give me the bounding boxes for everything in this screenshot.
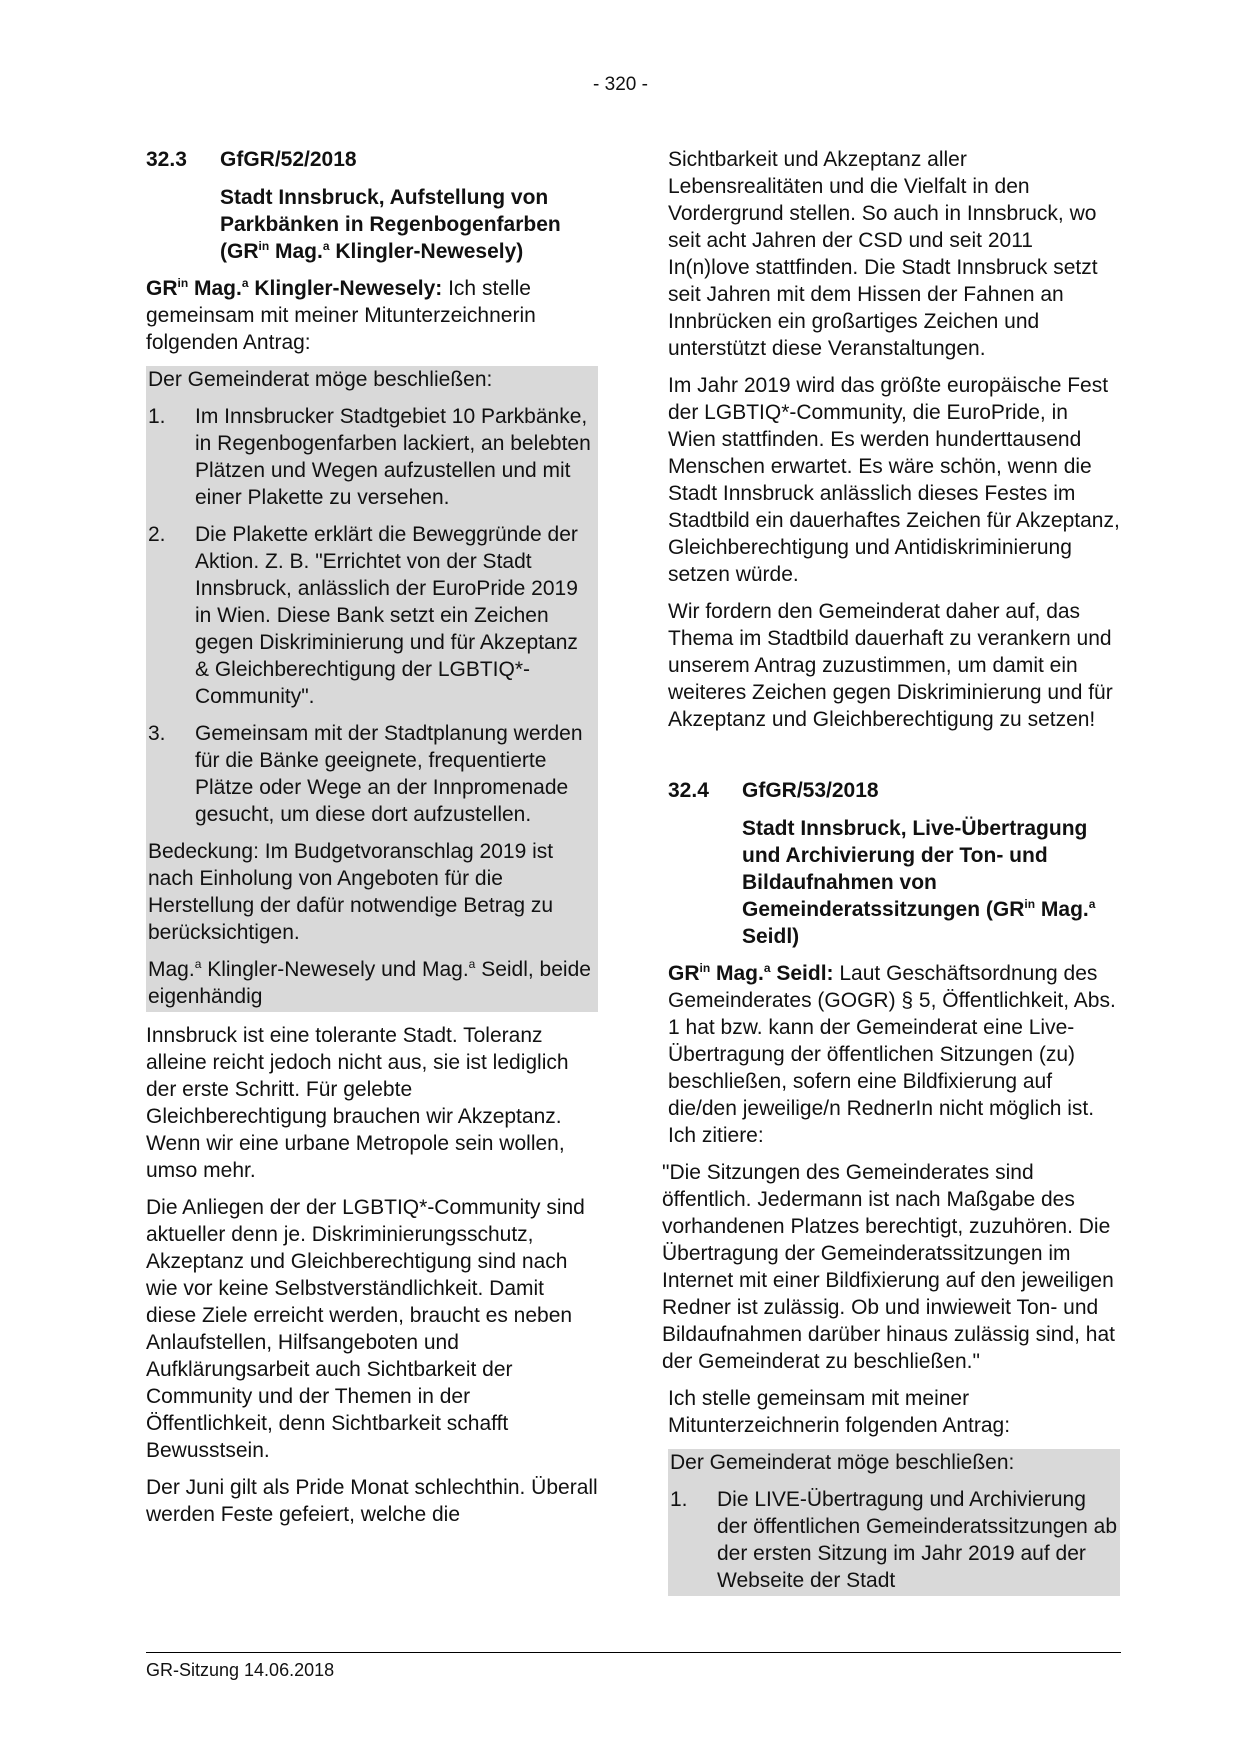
motion-box xyxy=(146,366,598,1012)
signatures: Mag.$^a$ Klingler-Newesely und Mag.$^a$ Seidl, beide eigenhändig xyxy=(148,957,591,1008)
body-paragraph: Sichtbarkeit und Akzeptanz aller Lebensrealitäten und die Vielfalt in den Vordergrund stellen. So auch in Innsbruck, wo seit acht Jahren der CSD und seit 2011 In(n)love stattfinden. Die Stadt Innsbruck setzt seit Jahren mit dem Hissen der Fahnen an Innbrücken ein großartiges Zeichen und unterstützt diese Veranstaltungen. xyxy=(668,148,1098,360)
list-item-number: 2. xyxy=(148,523,166,546)
section-code: GfGR/52/2018 xyxy=(220,148,357,171)
list-item-number: 1. xyxy=(148,405,166,428)
body-paragraph: Innsbruck ist eine tolerante Stadt. Toleranz alleine reicht jedoch nicht aus, sie ist lediglich der erste Schritt. Für gelebte Gleichberechtigung brauchen wir Akzeptanz. Wenn wir eine urbane Metropole sein wollen, umso mehr. xyxy=(146,1024,569,1182)
motion-box xyxy=(668,1449,1120,1596)
body-paragraph: Die Anliegen der der LGBTIQ*-Community sind aktueller denn je. Diskriminierungsschutz, Akzeptanz und Gleichberechtigung sind nach wie vor keine Selbstverständlichkeit. Damit diese Ziele erreicht werden, braucht es neben Anlaufstellen, Hilfsangeboten und Aufklärungsarbeit auch Sichtbarkeit der Community und der Themen in der Öffentlichkeit, denn Sichtbarkeit schafft Bewusstsein. xyxy=(146,1196,585,1462)
body-paragraph: Der Juni gilt als Pride Monat schlechthin. Überall werden Feste gefeiert, welche die xyxy=(146,1476,598,1526)
footer: GR-Sitzung 14.06.2018 xyxy=(146,1660,335,1680)
list-item-text: Im Innsbrucker Stadtgebiet 10 Parkbänke, in Regenbogenfarben lackiert, an belebten Plätzen und Wegen aufzustellen und mit einer Plakette zu versehen. xyxy=(195,405,591,509)
list-item xyxy=(148,403,596,511)
list-item-text: Die Plakette erklärt die Beweggründe der Aktion. Z. B. "Errichtet von der Stadt Innsbruck, anlässlich der EuroPride 2019 in Wien. Diese Bank setzt ein Zeichen gegen Diskriminierung und für Akzeptanz & Gleichberechtigung der LGBTIQ*-Community". xyxy=(195,523,578,708)
section-number: 32.4 xyxy=(668,779,709,802)
speaker-name: $GR^{in}$ Mag.$^a$ Seidl: xyxy=(668,961,834,985)
quote-paragraph: "Die Sitzungen des Gemeinderates sind öffentlich. Jedermann ist nach Maßgabe des vorhandenen Platzes berechtigt, zuzuhören. Die Übertragung der Gemeinderatssitzungen im Internet mit einer Bildfixierung auf den jeweiligen Redner ist zulässig. Ob und inwieweit Ton- und Bildaufnahmen darüber hinaus zulässig sind, hat der Gemeinderat zu beschließen." xyxy=(662,1161,1115,1373)
coverage-note: Bedeckung: Im Budgetvoranschlag 2019 ist nach Einholung von Angeboten für die Herstellung der dafür notwendige Betrag zu berücksichtigen. xyxy=(148,840,554,944)
body-paragraph: Ich stelle gemeinsam mit meiner Mitunterzeichnerin folgenden Antrag: xyxy=(668,1387,1011,1437)
section-code: GfGR/53/2018 xyxy=(742,779,879,802)
list-item xyxy=(148,720,596,828)
speaker-paragraph: $GR^{in}$ Mag.$^a$ Seidl: Laut Geschäftsordnung des Gemeinderates (GOGR) § 5, Öffentlichkeit, Abs. 1 hat bzw. kann der Gemeinderat eine Live-Übertragung der öffentlichen Sitzungen (zu) beschließen, sofern eine Bildfixierung auf die/den jeweilige/n RednerIn nicht möglich ist. Ich zitiere: xyxy=(668,961,1116,1147)
right-column xyxy=(662,146,1120,1596)
list-item-number: 1. xyxy=(670,1488,688,1511)
speaker-name: $GR^{in}$ Mag.$^a$ Klingler-Newesely: xyxy=(146,276,443,300)
body-paragraph: Wir fordern den Gemeinderat daher auf, das Thema im Stadtbild dauerhaft zu verankern und unserem Antrag zuzustimmen, um damit ein weiteres Zeichen gegen Diskriminierung und für Akzeptanz und Gleichberechtigung zu setzen! xyxy=(668,600,1113,731)
list-item xyxy=(148,521,596,710)
page-number: - 320 - xyxy=(593,74,648,95)
section-title: Stadt Innsbruck, Aufstellung von Parkbänken in Regenbogenfarben ($GR^{in}$ Mag.$^a$ Klingler-Newesely) xyxy=(220,186,561,263)
footer-rule xyxy=(146,1652,1121,1653)
section-heading-32-3 xyxy=(146,146,598,173)
section-title: Stadt Innsbruck, Live-Übertragung und Archivierung der Ton- und Bildaufnahmen von Gemeinderatssitzungen ($GR^{in}$ Mag.$^a$ Seidl) xyxy=(742,817,1096,948)
list-item-text: Die LIVE-Übertragung und Archivierung der öffentlichen Gemeinderatssitzungen ab der ersten Sitzung im Jahr 2019 auf der Webseite der Stadt xyxy=(717,1488,1118,1592)
list-item-text: Gemeinsam mit der Stadtplanung werden für die Bänke geeignete, frequentierte Plätze oder Wege an der Innpromenade gesucht, um diese dort aufzustellen. xyxy=(195,722,583,826)
section-number: 32.3 xyxy=(146,148,187,171)
list-item-number: 3. xyxy=(148,722,166,745)
left-column xyxy=(146,146,598,1528)
speaker-paragraph: $GR^{in}$ Mag.$^a$ Klingler-Newesely: Ich stelle gemeinsam mit meiner Mitunterzeichnerin folgenden Antrag: xyxy=(146,276,536,354)
section-heading-32-4 xyxy=(668,777,1120,804)
motion-intro: Der Gemeinderat möge beschließen: xyxy=(148,368,493,391)
body-paragraph: Im Jahr 2019 wird das größte europäische Fest der LGBTIQ*-Community, die EuroPride, in Wien stattfinden. Es werden hunderttausend Menschen erwartet. Es wäre schön, wenn die Stadt Innsbruck anlässlich dieses Festes im Stadtbild ein dauerhaftes Zeichen für Akzeptanz, Gleichberechtigung und Antidiskriminierung setzen würde. xyxy=(668,374,1120,586)
motion-intro: Der Gemeinderat möge beschließen: xyxy=(670,1451,1015,1474)
list-item xyxy=(670,1486,1118,1594)
